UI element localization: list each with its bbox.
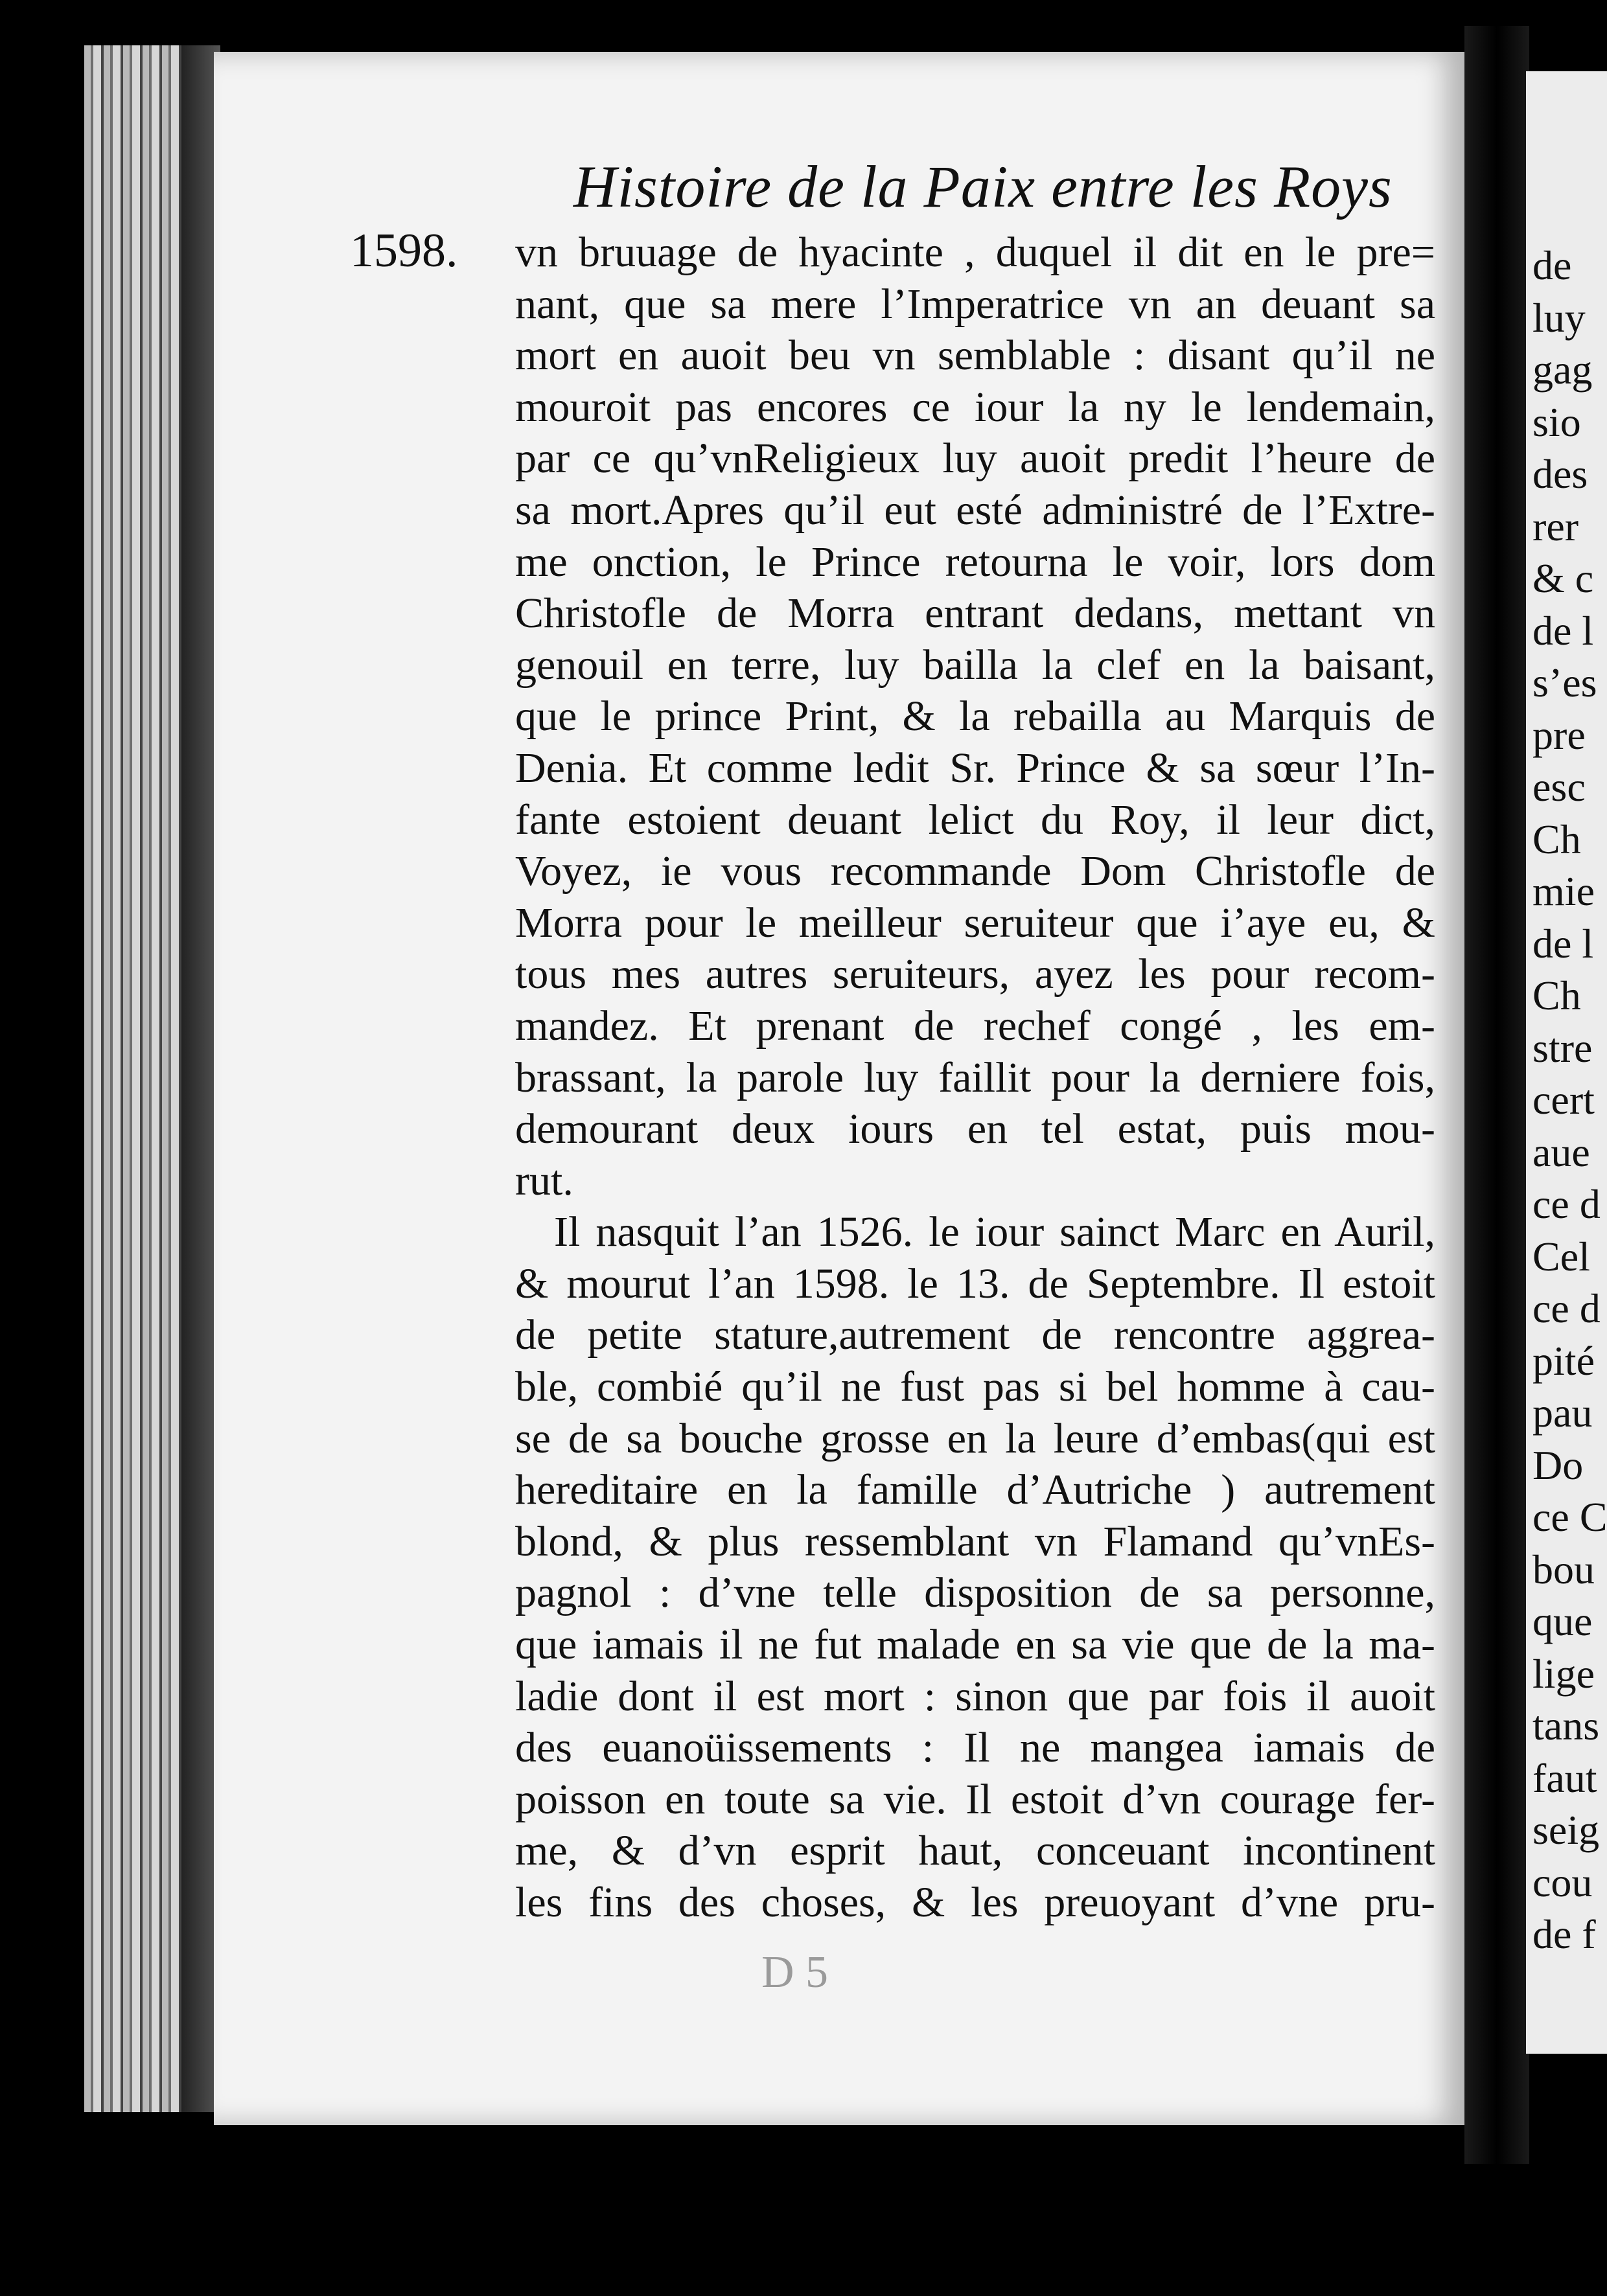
text-line: blond, & plus ressemblant vn Flamand qu’vnEs-	[515, 1517, 1435, 1565]
facing-page-line: que	[1532, 1598, 1593, 1644]
facing-page-line: pre	[1532, 711, 1586, 758]
facing-page-line: pau	[1532, 1390, 1593, 1436]
text-line: me onction, le Prince retourna le voir, lors dom	[515, 538, 1435, 586]
facing-page-line: cert	[1532, 1077, 1595, 1123]
book-gutter	[1464, 26, 1529, 2164]
text-line: & mourut l’an 1598. le 13. de Septembre. Il estoit	[515, 1259, 1435, 1307]
text-line: mort en auoit beu vn semblable : disant qu’il ne	[515, 332, 1435, 380]
text-line: poisson en toute sa vie. Il estoit d’vn courage fer-	[515, 1775, 1435, 1823]
facing-page-line: tans	[1532, 1703, 1600, 1749]
text-line: mouroit pas encores ce iour la ny le lendemain,	[515, 383, 1435, 431]
facing-page-line: seig	[1532, 1807, 1600, 1853]
text-line: mandez. Et prenant de rechef congé , les em-	[515, 1002, 1435, 1050]
facing-page-line: sio	[1532, 398, 1581, 445]
text-line: Morra pour le meilleur seruiteur que i’aye eu, &	[515, 899, 1435, 947]
facing-page-line: faut	[1532, 1754, 1597, 1801]
signature-mark: D 5	[761, 1947, 829, 1997]
text-line: Christofle de Morra entrant dedans, mettant vn	[515, 590, 1435, 637]
text-line: se de sa bouche grosse en la leure d’embas(qui est	[515, 1414, 1435, 1462]
facing-page-line: aue	[1532, 1129, 1590, 1175]
text-line: Il nasquit l’an 1526. le iour sainct Marc en Auril,	[554, 1208, 1435, 1256]
facing-page-line: ce d	[1532, 1181, 1601, 1227]
text-line: Denia. Et comme ledit Sr. Prince & sa sœur l’In-	[515, 744, 1435, 792]
facing-page-line: de	[1532, 242, 1572, 288]
text-line: me, & d’vn esprit haut, conceuant incontinent	[515, 1827, 1435, 1875]
facing-page-line: ce d	[1532, 1285, 1601, 1331]
text-line: brassant, la parole luy faillit pour la derniere fois,	[515, 1053, 1435, 1101]
facing-page-line: esc	[1532, 764, 1586, 810]
text-line: des euanoüissements : Il ne mangea iamais de	[515, 1724, 1435, 1772]
text-line: les fins des choses, & les preuoyant d’vne pru-	[515, 1879, 1435, 1926]
facing-page-line: s’es	[1532, 660, 1597, 706]
facing-page-line: de l	[1532, 607, 1594, 654]
facing-page-line: bou	[1532, 1546, 1595, 1592]
facing-page-line: & c	[1532, 555, 1594, 601]
facing-page-line: mie	[1532, 868, 1595, 914]
text-line: hereditaire en la famille d’Autriche ) autrement	[515, 1466, 1435, 1514]
text-line: sa mort.Apres qu’il eut esté administré de l’Extre-	[515, 486, 1435, 534]
text-line: que le prince Print, & la rebailla au Marquis de	[515, 693, 1435, 740]
facing-page-line: pité	[1532, 1337, 1595, 1384]
facing-page-line: Ch	[1532, 972, 1581, 1018]
facing-page-line: gag	[1532, 347, 1593, 393]
text-line: tous mes autres seruiteurs, ayez les pour recom-	[515, 950, 1435, 998]
margin-year-note: 1598.	[350, 224, 458, 277]
facing-page-line: Cel	[1532, 1233, 1590, 1280]
text-line: ladie dont il est mort : sinon que par fois il auoit	[515, 1672, 1435, 1720]
facing-page-line: lige	[1532, 1650, 1595, 1697]
facing-page-line: luy	[1532, 294, 1586, 341]
facing-page-line: rer	[1532, 503, 1579, 549]
facing-page-line: de l	[1532, 920, 1594, 967]
text-line: demourant deux iours en tel estat, puis mou-	[515, 1105, 1435, 1153]
text-line: fante estoient deuant lelict du Roy, il leur dict,	[515, 796, 1435, 844]
body-text	[515, 227, 1435, 1929]
text-line: vn bruuage de hyacinte , duquel il dit en le pre=	[515, 229, 1435, 276]
facing-page-line: de f	[1532, 1911, 1596, 1957]
text-line: ble, combié qu’il ne fust pas si bel homme à cau-	[515, 1363, 1435, 1411]
facing-page-line: des	[1532, 451, 1588, 497]
facing-page-text	[1526, 240, 1607, 1961]
text-line: par ce qu’vnReligieux luy auoit predit l’heure de	[515, 435, 1435, 483]
facing-page-line: cou	[1532, 1859, 1593, 1905]
facing-page-line: Do	[1532, 1441, 1584, 1488]
text-line: de petite stature,autrement de rencontre aggrea-	[515, 1311, 1435, 1359]
facing-page-line: Ch	[1532, 816, 1581, 862]
running-head: Histoire de la Paix entre les Roys	[573, 154, 1393, 220]
text-line: nant, que sa mere l’Imperatrice vn an deuant sa	[515, 280, 1435, 328]
facing-page	[1526, 71, 1607, 2054]
text-line: genouil en terre, luy bailla la clef en la baisant,	[515, 641, 1435, 689]
text-line: Voyez, ie vous recommande Dom Christofle de	[515, 847, 1435, 895]
text-line: rut.	[515, 1156, 573, 1204]
text-line: que iamais il ne fut malade en sa vie que de la ma-	[515, 1621, 1435, 1669]
book-page-edges	[84, 45, 220, 2112]
facing-page-line: ce C	[1532, 1494, 1607, 1540]
text-line: pagnol : d’vne telle disposition de sa personne,	[515, 1569, 1435, 1617]
facing-page-line: stre	[1532, 1024, 1593, 1071]
